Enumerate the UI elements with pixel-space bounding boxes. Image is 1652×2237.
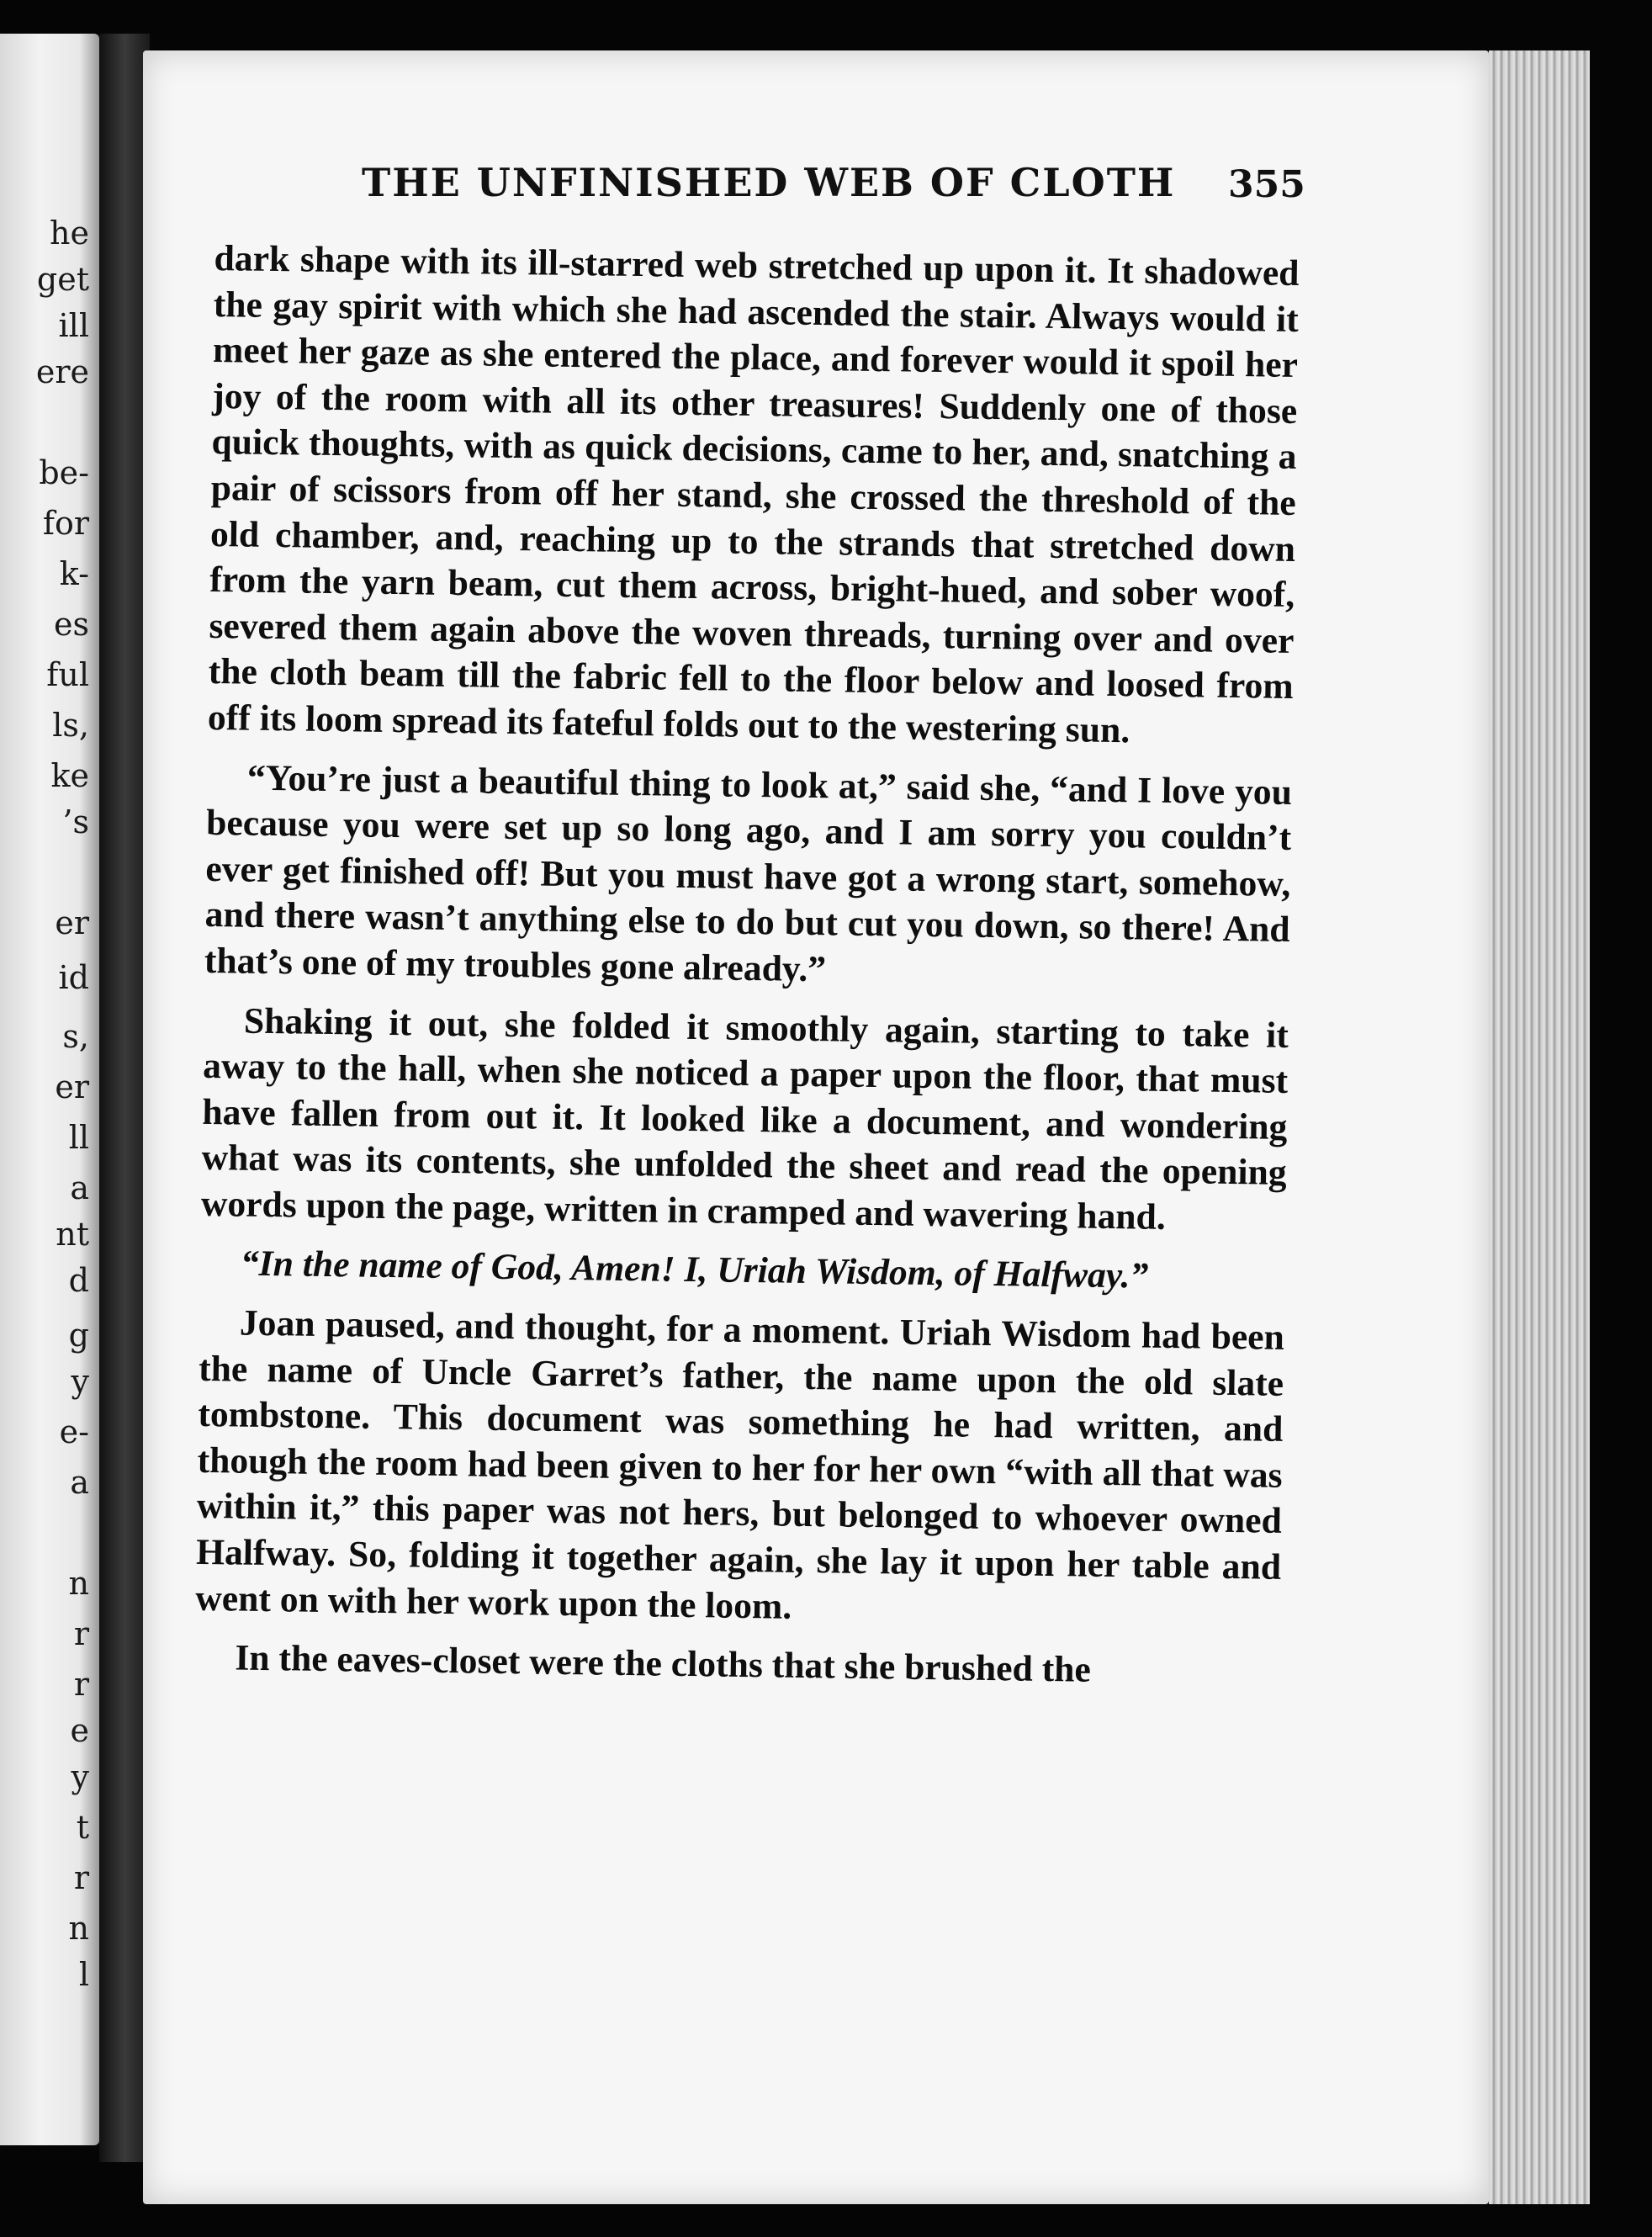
fragment: y bbox=[71, 1758, 89, 1795]
fragment: he bbox=[50, 215, 89, 252]
fragment: get bbox=[36, 261, 89, 298]
fragment: be- bbox=[39, 454, 89, 491]
fragment: r bbox=[73, 1615, 89, 1652]
paragraph: In the eaves-closet were the cloths that she brushed the bbox=[235, 1637, 1092, 1690]
fragment: g bbox=[68, 1317, 89, 1354]
fragment: e- bbox=[59, 1413, 89, 1450]
fragment: ’s bbox=[62, 803, 89, 840]
fragment: r bbox=[73, 1859, 89, 1896]
fragment: er bbox=[55, 904, 89, 941]
fragment: d bbox=[68, 1262, 89, 1299]
previous-page-edge bbox=[0, 34, 99, 2145]
running-head: THE UNFINISHED WEB OF CLOTH bbox=[362, 160, 1176, 205]
fragment: t bbox=[76, 1809, 89, 1846]
fragment: ful bbox=[46, 656, 89, 693]
fragment: l bbox=[78, 1956, 89, 1993]
quoted-document-line: “In the name of God, Amen! I, Uriah Wisdom, of Halfway.” bbox=[240, 1243, 1149, 1297]
fragment: ls, bbox=[52, 707, 89, 744]
fragment: y bbox=[71, 1363, 89, 1400]
paragraph: Joan paused, and thought, for a moment. Uriah Wisdom had been the name of Uncle Garret’s father, the name upon the old slate tombstone. This document was something he had written, and though the room had been given to her for her own “with all that was within it,” this paper was not hers, but belonged to whoever owned Halfway. So, folding it together again, she lay it upon her table and went on with her work upon the loom. bbox=[195, 1302, 1285, 1627]
page-stack-edge bbox=[1489, 50, 1590, 2204]
fragment: s, bbox=[62, 1018, 89, 1055]
fragment: ill bbox=[58, 307, 89, 344]
page-number: 355 bbox=[1228, 163, 1305, 206]
fragment: a bbox=[70, 1464, 89, 1501]
fragment: nt bbox=[56, 1216, 89, 1253]
body-text bbox=[194, 236, 1300, 1696]
fragment: er bbox=[55, 1068, 89, 1105]
previous-page-fragments bbox=[0, 34, 99, 2145]
paragraph: dark shape with its ill-starred web stretched up upon it. It shadowed the gay spirit with which she had ascended the stair. Always would it meet her gaze as she entered the place, and forever would it spoil her joy of the room with all its other treasures! Suddenly one of those quick thoughts, with as quick decisions, came to her, and, snatching a pair of scissors from off her stand, she crossed the threshold of the old chamber, and, reaching up to the strands that stretched down from the yarn beam, cut them across, bright-hued, and sober woof, severed them again above the woven threads, turning over and over the cloth beam till the fabric fell to the floor below and loosed from off its loom spread its fateful folds out to the westering sun. bbox=[207, 237, 1300, 751]
fragment: n bbox=[68, 1565, 89, 1602]
fragment: ll bbox=[68, 1119, 89, 1156]
paragraph: Shaking it out, she folded it smoothly again, starting to take it away to the hall, when she noticed a paper upon the floor, that must have fallen from out it. It looked like a document, and wondering what was its contents, she unfolded the sheet and read the opening words upon the page, written in cramped and wavering hand. bbox=[200, 1000, 1289, 1238]
fragment: n bbox=[68, 1910, 89, 1947]
fragment: a bbox=[70, 1169, 89, 1206]
fragment: k- bbox=[59, 555, 89, 592]
fragment: e bbox=[70, 1712, 89, 1749]
page-header bbox=[219, 109, 1312, 206]
fragment: r bbox=[73, 1666, 89, 1703]
book-gutter bbox=[99, 34, 150, 2162]
paragraph: “You’re just a beautiful thing to look at,” said she, “and I love you because you were set up so long ago, and I am sorry you couldn’t ever get finished off! But you must have got a wrong start, somehow, and there wasn’t anything else to do but cut you down, so there! And that’s one of my troubles gone already.” bbox=[204, 757, 1293, 990]
fragment: es bbox=[54, 606, 89, 643]
fragment: id bbox=[58, 959, 89, 996]
fragment: for bbox=[42, 505, 89, 542]
fragment: ere bbox=[35, 353, 89, 390]
fragment: ke bbox=[50, 757, 89, 794]
